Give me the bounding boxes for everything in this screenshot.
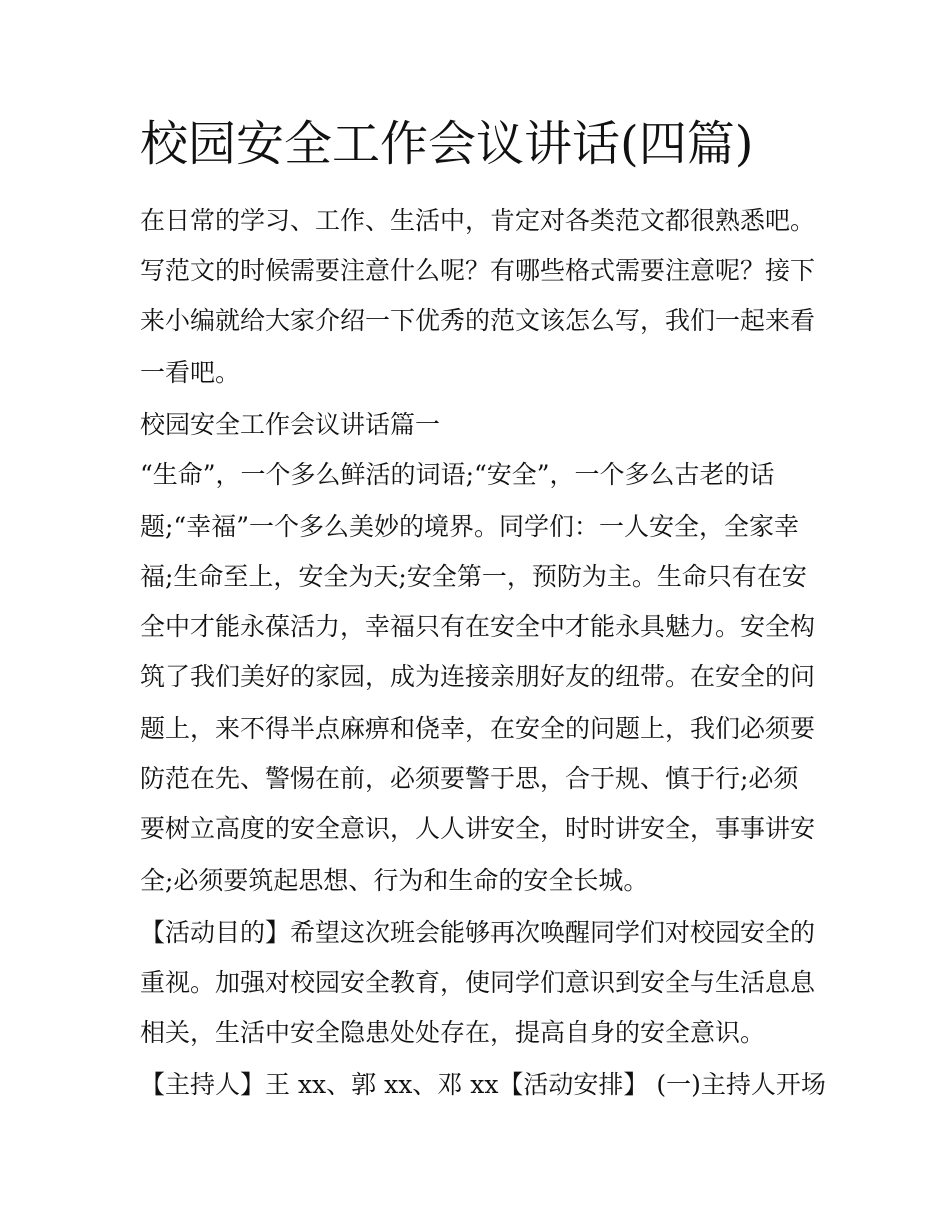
paragraph-line: 写范文的时候需要注意什么呢？有哪些格式需要注意呢？接下: [140, 256, 816, 285]
paragraph-line: 题上，来不得半点麻痹和侥幸，在安全的问题上，我们必须要: [140, 714, 816, 743]
paragraph-line: 在日常的学习、工作、生活中，肯定对各类范文都很熟悉吧。: [140, 206, 816, 235]
paragraph-line: 全中才能永葆活力，幸福只有在安全中才能永具魅力。安全构: [140, 612, 816, 641]
paragraph-line: 【主持人】王 xx、郭 xx、邓 xx【活动安排】 (一)主持人开场: [140, 1070, 826, 1099]
paragraph-line: 来小编就给大家介绍一下优秀的范文该怎么写，我们一起来看: [140, 306, 816, 335]
paragraph-line: 【活动目的】希望这次班会能够再次唤醒同学们对校园安全的: [140, 918, 816, 947]
paragraph-line: 全;必须要筑起思想、行为和生命的安全长城。: [140, 866, 649, 895]
paragraph-line: 要树立高度的安全意识，人人讲安全，时时讲安全，事事讲安: [140, 814, 816, 843]
paragraph-line: 重视。加强对校园安全教育，使同学们意识到安全与生活息息: [140, 968, 816, 997]
section-heading: 校园安全工作会议讲话篇一: [140, 410, 441, 439]
paragraph-line: 相关，生活中安全隐患处处存在，提高自身的安全意识。: [140, 1018, 766, 1047]
paragraph-line: 题;“幸福”一个多么美妙的境界。同学们：一人安全，全家幸: [140, 512, 799, 541]
document-title: 校园安全工作会议讲话(四篇): [140, 116, 754, 172]
paragraph-line: 福;生命至上，安全为天;安全第一，预防为主。生命只有在安: [140, 562, 807, 591]
paragraph-line: “生命”，一个多么鲜活的词语;“安全”，一个多么古老的话: [140, 460, 775, 489]
paragraph-line: 一看吧。: [140, 358, 241, 387]
paragraph-line: 防范在先、警惕在前，必须要警于思，合于规、慎于行;必须: [140, 764, 799, 793]
paragraph-line: 筑了我们美好的家园，成为连接亲朋好友的纽带。在安全的问: [140, 662, 816, 691]
